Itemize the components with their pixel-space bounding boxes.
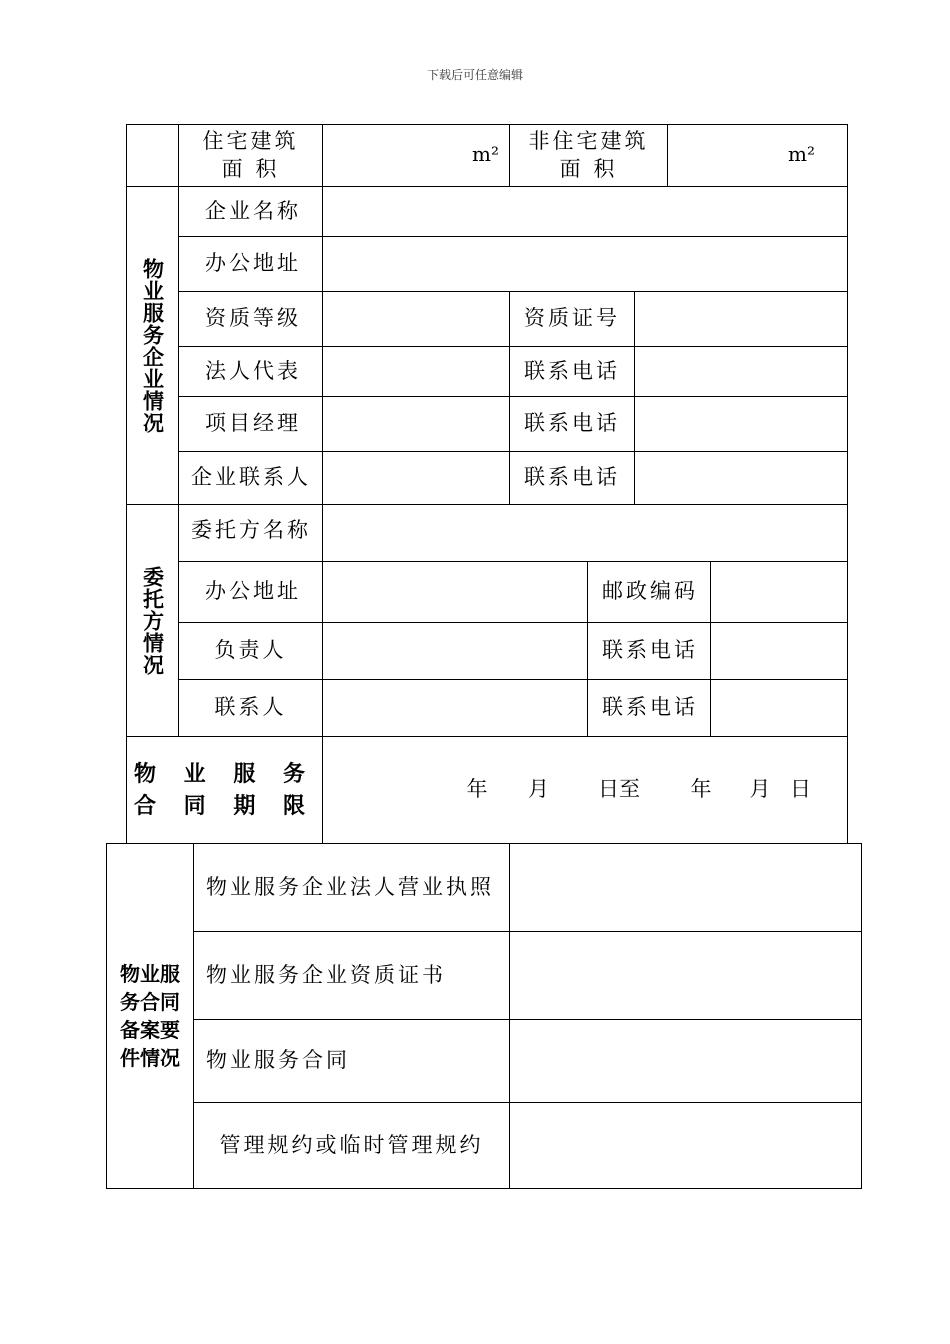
- contract-end-month: 月: [749, 777, 771, 802]
- non-residential-area-unit: m²: [788, 142, 815, 166]
- residential-area-unit: m²: [472, 142, 499, 166]
- contract-start-year: 年: [466, 777, 488, 802]
- client-section-title-text: 委托方情况: [140, 565, 166, 676]
- legal-rep-phone-label: 联系电话: [509, 346, 635, 397]
- legal-rep-label: 法人代表: [178, 346, 323, 397]
- project-manager-phone-label: 联系电话: [509, 396, 635, 452]
- filing-item-qualification-certificate-field[interactable]: [509, 931, 862, 1020]
- client-responsible-field[interactable]: [322, 622, 588, 680]
- client-postcode-label: 邮政编码: [587, 561, 711, 623]
- client-address-field[interactable]: [322, 561, 588, 623]
- filing-section-title: 物业服务合同备案要件情况: [106, 843, 194, 1189]
- filing-item-qualification-certificate: 物业服务企业资质证书: [193, 931, 510, 1020]
- project-manager-field[interactable]: [322, 396, 510, 452]
- enterprise-address-label: 办公地址: [178, 236, 323, 292]
- residential-area-label: 住宅建筑 面 积: [178, 124, 323, 187]
- client-name-label: 委托方名称: [178, 504, 323, 562]
- client-contact-phone-label: 联系电话: [587, 679, 711, 737]
- enterprise-section-title: [126, 186, 179, 505]
- enterprise-contact-field[interactable]: [322, 451, 510, 505]
- blank-corner-cell: [126, 124, 179, 187]
- residential-area-field[interactable]: [322, 124, 510, 187]
- page-header-note: 下载后可任意编辑: [426, 68, 523, 82]
- filing-item-business-license-field[interactable]: [509, 843, 862, 932]
- contract-start-day-to: 日至: [598, 777, 640, 802]
- enterprise-contact-label: 企业联系人: [178, 451, 323, 505]
- qualification-number-label: 资质证号: [509, 291, 635, 347]
- enterprise-name-field[interactable]: [322, 186, 848, 237]
- legal-rep-field[interactable]: [322, 346, 510, 397]
- client-name-field[interactable]: [322, 504, 848, 562]
- client-contact-phone-field[interactable]: [710, 679, 848, 737]
- contract-start-month: 月: [528, 777, 549, 802]
- client-responsible-label: 负责人: [178, 622, 323, 680]
- contract-end-day: 日: [790, 777, 811, 802]
- qualification-level-label: 资质等级: [178, 291, 323, 347]
- project-manager-phone-field[interactable]: [634, 396, 848, 452]
- client-contact-label: 联系人: [178, 679, 323, 737]
- filing-item-service-contract: 物业服务合同: [193, 1019, 510, 1103]
- enterprise-address-field[interactable]: [322, 236, 848, 292]
- legal-rep-phone-field[interactable]: [634, 346, 848, 397]
- non-residential-area-field[interactable]: [667, 124, 848, 187]
- contract-period-field[interactable]: [322, 736, 848, 844]
- qualification-number-field[interactable]: [634, 291, 848, 347]
- enterprise-section-title-text: 物业服务企业情况: [140, 257, 166, 434]
- contract-end-year: 年: [690, 777, 712, 802]
- filing-item-business-license: 物业服务企业法人营业执照: [193, 843, 510, 932]
- qualification-level-field[interactable]: [322, 291, 510, 347]
- enterprise-name-label: 企业名称: [178, 186, 323, 237]
- filing-item-management-rules-field[interactable]: [509, 1102, 862, 1189]
- client-postcode-field[interactable]: [710, 561, 848, 623]
- client-section-title: [126, 504, 179, 737]
- client-address-label: 办公地址: [178, 561, 323, 623]
- enterprise-contact-phone-field[interactable]: [634, 451, 848, 505]
- enterprise-contact-phone-label: 联系电话: [509, 451, 635, 505]
- client-responsible-phone-label: 联系电话: [587, 622, 711, 680]
- project-manager-label: 项目经理: [178, 396, 323, 452]
- filing-item-service-contract-field[interactable]: [509, 1019, 862, 1103]
- non-residential-area-label: 非住宅建筑 面 积: [509, 124, 668, 187]
- contract-period-label: 物 业 服 务 合 同 期 限: [126, 736, 323, 844]
- client-responsible-phone-field[interactable]: [710, 622, 848, 680]
- client-contact-field[interactable]: [322, 679, 588, 737]
- filing-item-management-rules: 管理规约或临时管理规约: [193, 1102, 510, 1189]
